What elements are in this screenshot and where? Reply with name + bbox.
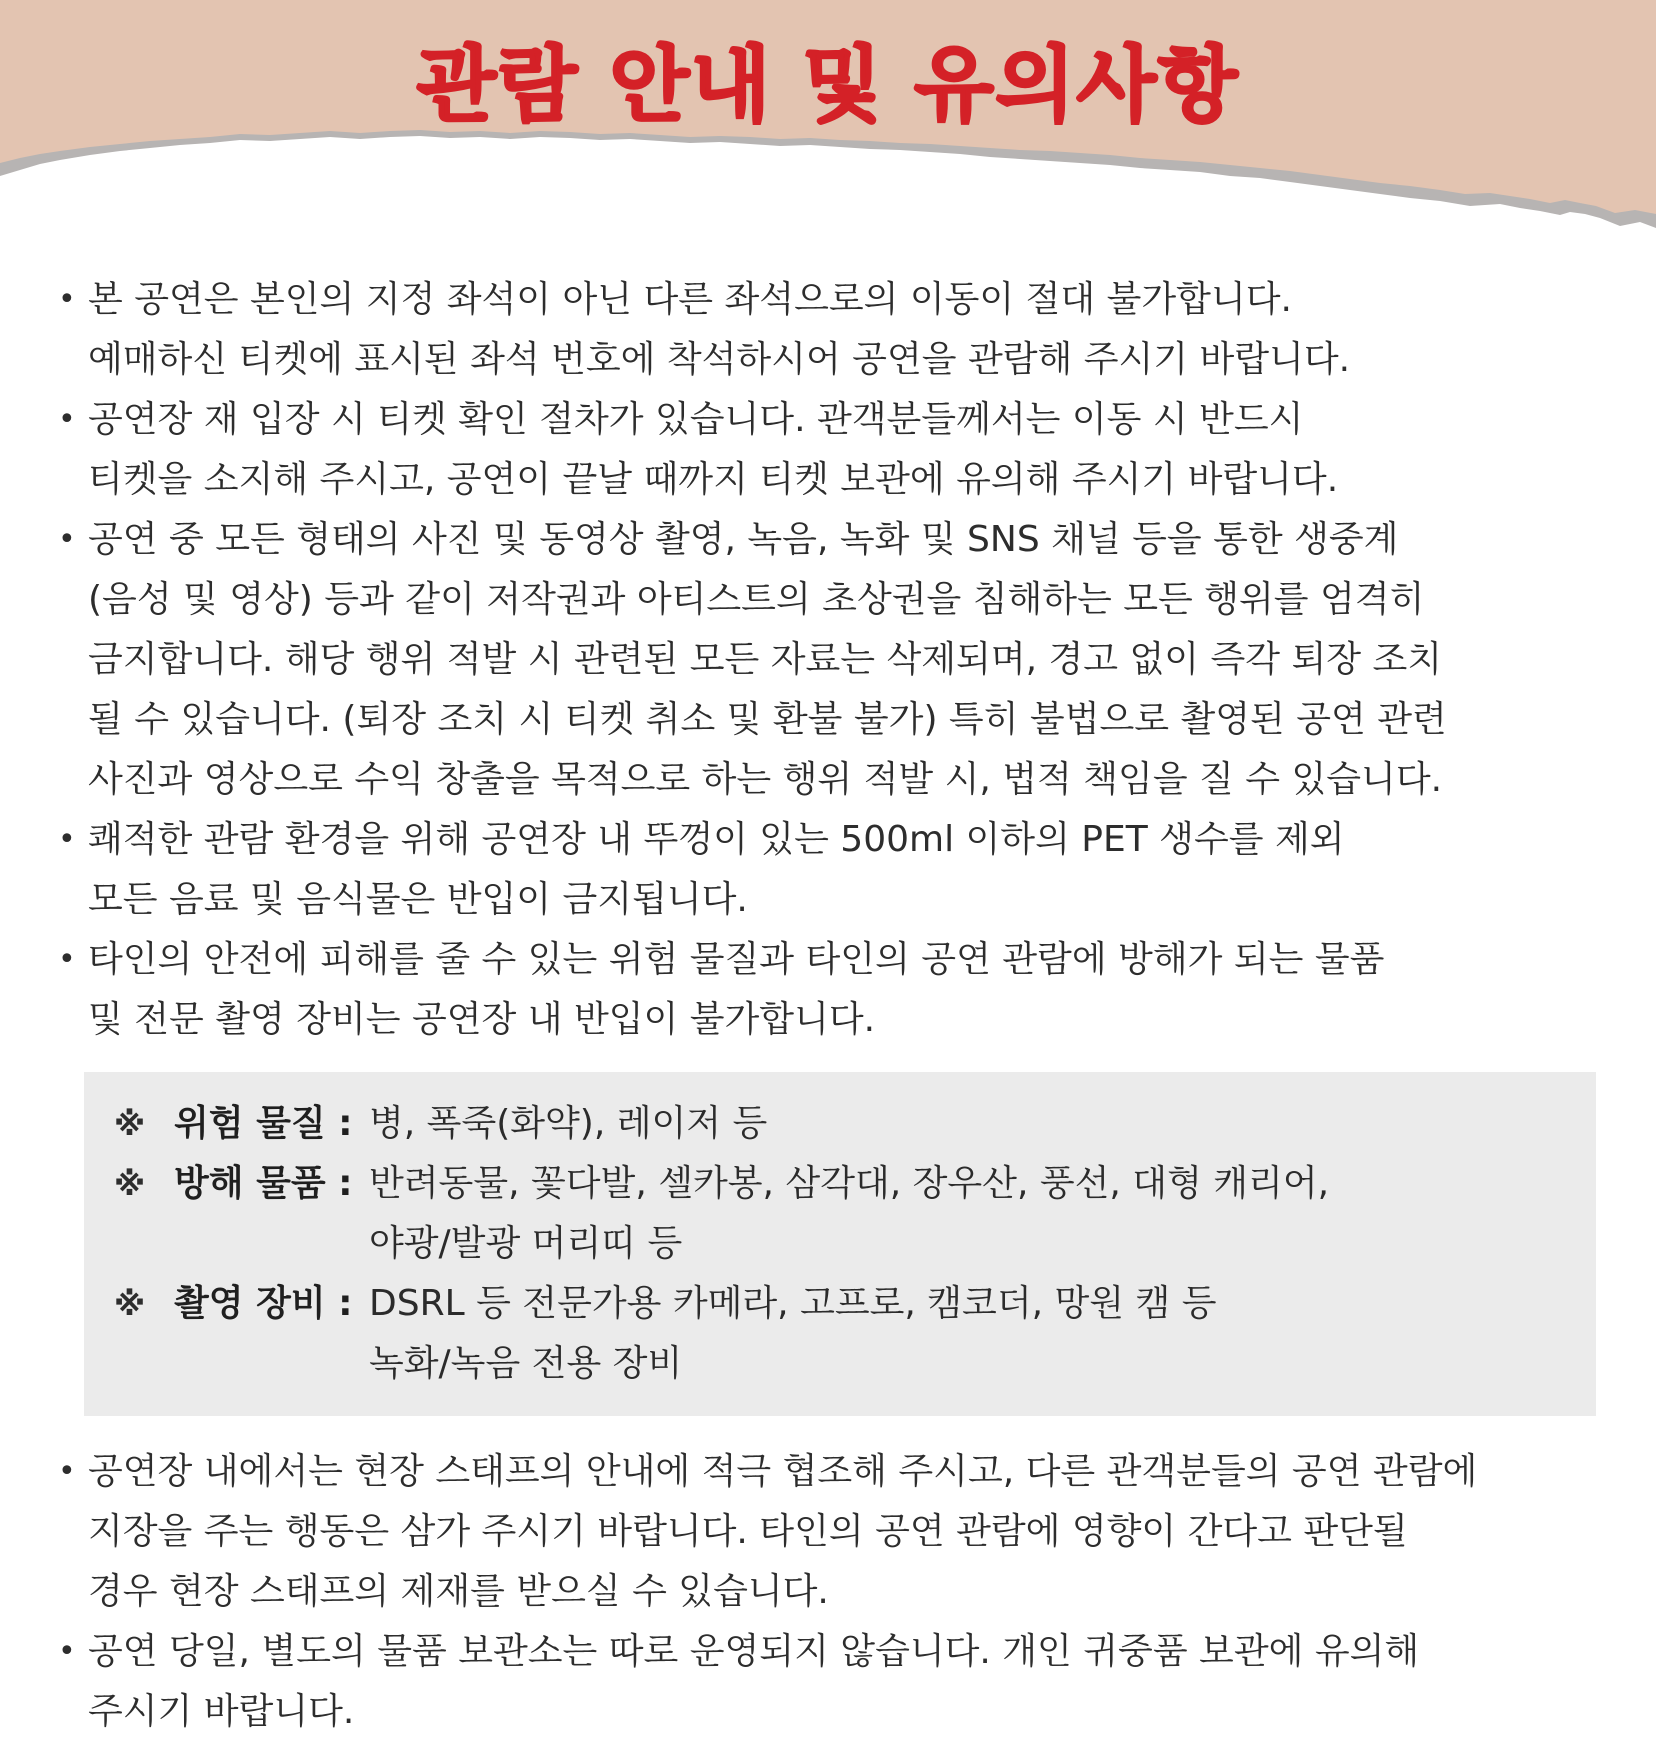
bullet-list-top [58, 270, 1618, 1050]
prohibited-label: 촬영 장비 : [174, 1283, 353, 1324]
list-item-text: 금지합니다. 해당 행위 적발 시 관련된 모든 자료는 삭제되며, 경고 없이 즉각 퇴장 조치 [88, 639, 1443, 680]
prohibited-row-hazardous [84, 1094, 1596, 1154]
prohibited-row-obstructive [84, 1154, 1596, 1274]
list-item-text: 지장을 주는 행동은 삼가 주시기 바랍니다. 타인의 공연 관람에 영향이 간다고 판단될 [88, 1511, 1408, 1552]
list-item-text: 티켓을 소지해 주시고, 공연이 끝날 때까지 티켓 보관에 유의해 주시기 바랍니다. [88, 459, 1339, 500]
prohibited-label: 위험 물질 : [174, 1103, 353, 1144]
list-item-text: 예매하신 티켓에 표시된 좌석 번호에 착석하시어 공연을 관람해 주시기 바랍니다. [88, 339, 1351, 380]
prohibited-value [369, 1094, 767, 1154]
bullet-icon: • [58, 282, 76, 317]
reference-mark-icon: ※ [114, 1165, 146, 1203]
prohibited-row-filming [84, 1274, 1596, 1394]
prohibited-value-line: 야광/발광 머리띠 등 [369, 1223, 683, 1264]
bullet-icon: • [58, 402, 76, 437]
list-item-text: 본 공연은 본인의 지정 좌석이 아닌 다른 좌석으로의 이동이 절대 불가합니다. [88, 279, 1292, 320]
list-item-text: 사진과 영상으로 수익 창출을 목적으로 하는 행위 적발 시, 법적 책임을 질 수 있습니다. [88, 759, 1443, 800]
list-item-text: 공연 중 모든 형태의 사진 및 동영상 촬영, 녹음, 녹화 및 SNS 채널 등을 통한 생중계 [88, 519, 1399, 560]
prohibited-label: 방해 물품 : [174, 1163, 353, 1204]
bullet-icon: • [58, 522, 76, 557]
bullet-list-bottom [58, 1442, 1618, 1742]
header-banner [0, 0, 1656, 240]
list-item [58, 510, 1618, 810]
reference-mark-icon: ※ [114, 1285, 146, 1323]
prohibited-items-box [84, 1072, 1596, 1416]
prohibited-value-line: 반려동물, 꽃다발, 셀카봉, 삼각대, 장우산, 풍선, 대형 캐리어, [369, 1163, 1330, 1204]
reference-mark-icon: ※ [114, 1105, 146, 1143]
list-item [58, 1622, 1618, 1742]
prohibited-value-line: DSRL 등 전문가용 카메라, 고프로, 캠코더, 망원 캠 등 [369, 1283, 1217, 1324]
list-item-text: (음성 및 영상) 등과 같이 저작권과 아티스트의 초상권을 침해하는 모든 행위를 엄격히 [88, 579, 1425, 620]
list-item-text: 경우 현장 스태프의 제재를 받으실 수 있습니다. [88, 1571, 829, 1612]
bullet-icon: • [58, 942, 76, 977]
list-item-text: 공연 당일, 별도의 물품 보관소는 따로 운영되지 않습니다. 개인 귀중품 보관에 유의해 [88, 1631, 1420, 1672]
prohibited-value [369, 1154, 1329, 1274]
list-item-text: 타인의 안전에 피해를 줄 수 있는 위험 물질과 타인의 공연 관람에 방해가 되는 물품 [88, 939, 1385, 980]
prohibited-value [369, 1274, 1217, 1394]
list-item [58, 270, 1618, 390]
bullet-icon: • [58, 1454, 76, 1489]
list-item-text: 쾌적한 관람 환경을 위해 공연장 내 뚜껑이 있는 500ml 이하의 PET 생수를 제외 [88, 819, 1345, 860]
notice-content [58, 270, 1618, 1742]
list-item-text: 공연장 내에서는 현장 스태프의 안내에 적극 협조해 주시고, 다른 관객분들의 공연 관람에 [88, 1451, 1478, 1492]
bullet-icon: • [58, 822, 76, 857]
list-item [58, 390, 1618, 510]
list-item-text: 공연장 재 입장 시 티켓 확인 절차가 있습니다. 관객분들께서는 이동 시 반드시 [88, 399, 1304, 440]
list-item [58, 930, 1618, 1050]
list-item-text: 및 전문 촬영 장비는 공연장 내 반입이 불가합니다. [88, 999, 876, 1040]
list-item [58, 810, 1618, 930]
bullet-icon: • [58, 1634, 76, 1669]
list-item-text: 될 수 있습니다. (퇴장 조치 시 티켓 취소 및 환불 불가) 특히 불법으로 촬영된 공연 관련 [88, 699, 1447, 740]
list-item [58, 1442, 1618, 1622]
list-item-text: 주시기 바랍니다. [88, 1691, 355, 1732]
prohibited-value-line: 녹화/녹음 전용 장비 [369, 1343, 683, 1384]
prohibited-value-line: 병, 폭죽(화약), 레이저 등 [369, 1103, 768, 1144]
list-item-text: 모든 음료 및 음식물은 반입이 금지됩니다. [88, 879, 748, 920]
page-title: 관람 안내 및 유의사항 [416, 38, 1240, 133]
